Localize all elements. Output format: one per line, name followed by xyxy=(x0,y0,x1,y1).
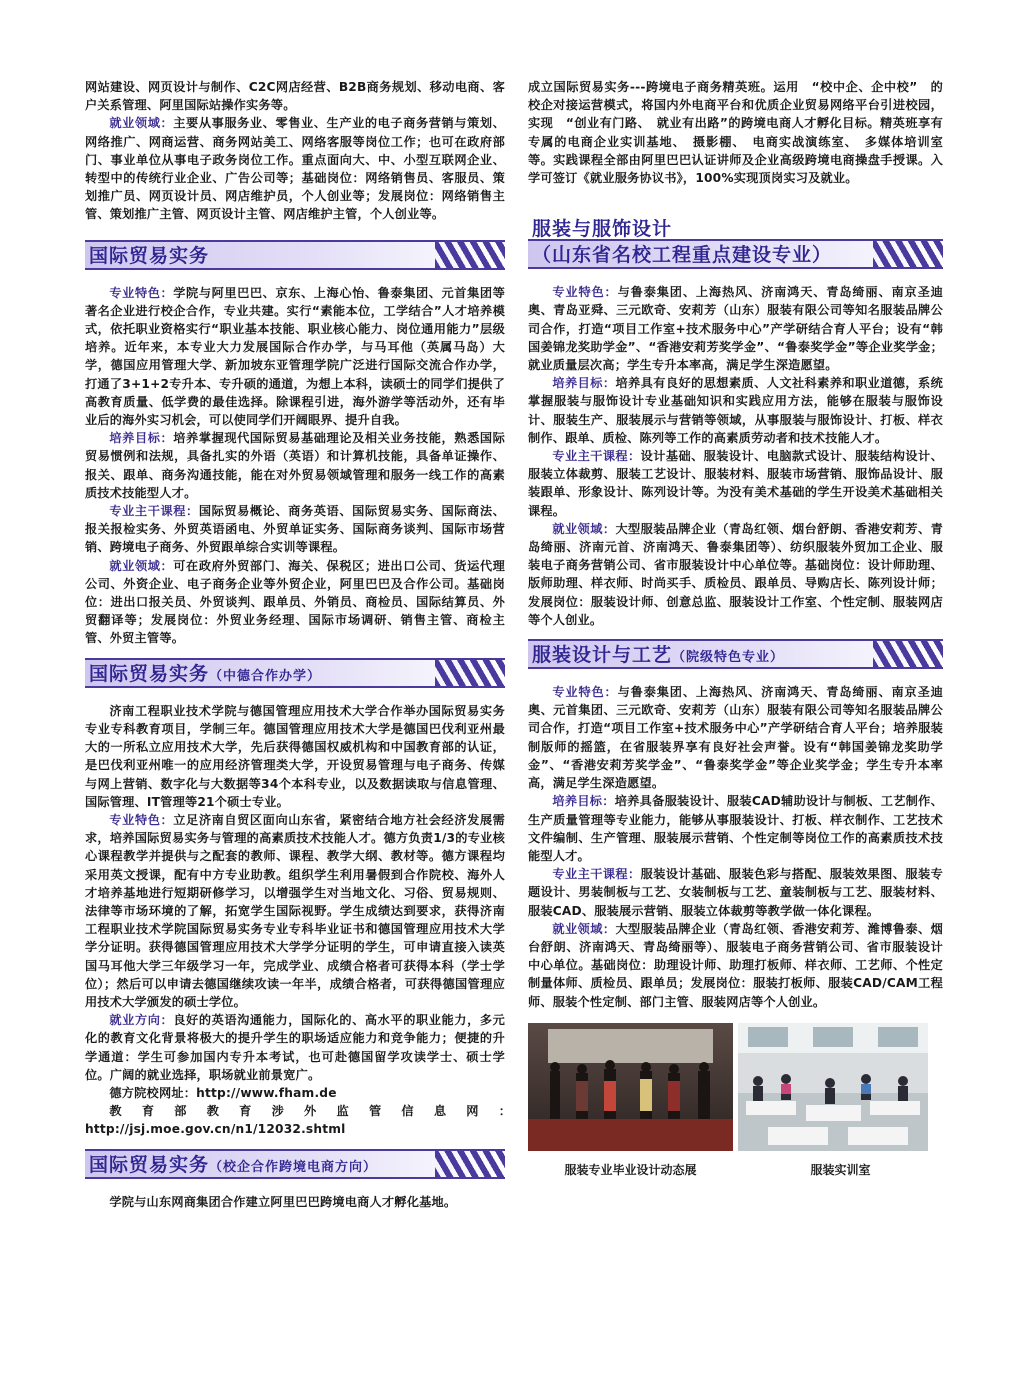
section-banner-trade xyxy=(85,240,505,274)
section-banner-trade-ecommerce xyxy=(85,1149,505,1183)
photo-caption-training: 服装实训室 xyxy=(810,1162,871,1177)
right-intro-para-0: 成立国际贸易实务---跨境电子商务精英班。运用 “校中企、企中校” 的校企对接运营模式，将国内外电商平台和优质企业贸易网络平台引进校园，实现 “创业有门路、 就业有出路”的跨境电商人才孵化目标。精英班享有专属的电商企业实训基地、 摄影棚、 电商实战演练室、 多媒体培训室等。实践课程全部由阿里巴巴认证讲师及企业高级跨境电商操盘手授课。入学可签订《就业服务协议书》，100%实现顶岗实习及就业。 xyxy=(528,80,943,186)
section-title-trade: 国际贸易实务 xyxy=(89,244,210,267)
trade-para-2: 专业主干课程：国际贸易概论、商务英语、国际贸易实务、国际商法、报关报检实务、外贸英语函电、外贸单证实务、国际商务谈判、国际市场营销、跨境电子商务、外贸跟单综合实训等课程。 xyxy=(85,504,505,555)
section-banner-apparel-design xyxy=(528,213,943,273)
section-body-apparel-design xyxy=(528,283,943,629)
section-title-trade-ecommerce: 国际贸易实务（校企合作跨境电商方向） xyxy=(89,1153,378,1176)
section-body-apparel-craft xyxy=(528,683,943,1011)
left-intro xyxy=(85,78,505,224)
section-subtitle-apparel-design: （山东省名校工程重点建设专业） xyxy=(532,244,833,267)
sg-para-0: 济南工程职业技术学院与德国管理应用技术大学合作举办国际贸易实务专业专科教育项目，学制三年。德国管理应用技术大学是德国巴伐利亚州最大的一所私立应用技术大学，先后获得德国权威机构和中国教育部的认证，是巴伐利亚州唯一的应用经济管理类大学，开设贸易管理与电子商务、传媒与网上营销、数字化与大数据等34个本科专业，以及数据读取与信息管理、国际管理、IT管理等21个硕士专业。 xyxy=(85,703,505,809)
ac-para-3: 就业领域：大型服装品牌企业（青岛红领、香港安莉芳、潍博鲁泰、烟台舒朗、济南鸿天、青岛绮丽等）、服装电子商务营销公司、省市服装设计中心单位。基础岗位：助理设计师、助理打板师、样衣师、工艺师、个性定制量体师、质检员、跟单员；发展岗位：服装打板师、服装CAD/CAM工程师、服装个性定制、部门主管、服装网店等个人创业。 xyxy=(528,921,944,1009)
photo-block-runway xyxy=(528,1023,733,1178)
ac-para-2: 专业主干课程：服装设计基础、服装色彩与搭配、服装效果图、服装专题设计、男装制板与工艺、女装制板与工艺、童装制板与工艺、服装材料、服装CAD、服装展示营销、服装立体裁剪等教学做一体化课程。 xyxy=(528,867,943,918)
trade-para-3: 就业领域：可在政府外贸部门、海关、保税区；进出口公司、货运代理公司、外资企业、电子商务企业等外贸企业，阿里巴巴及合作公司。基础岗位：进出口报关员、外贸谈判、跟单员、外销员、商检员、国际结算员、外贸翻译等；发展岗位：外贸业务经理、国际市场调研、销售主管、商检主管、外贸主管等。 xyxy=(85,558,506,646)
right-column xyxy=(528,78,943,1178)
left-intro-para-1: 就业领域：主要从事服务业、零售业、生产业的电子商务营销与策划、网络推广、网商运营、商务网站美工、网络客服等岗位工作；也可在政府部门、事业单位从事电子政务岗位工作。重点面向大、中、小型互联网企业、转型中的传统行业企业、广告公司等；基础岗位：网络销售员、客服员、策划推广员、网页设计员、网店维护员，个人创业等；发展岗位：网络销售主管、策划推广主管、网页设计主管、网店维护主管，个人创业等。 xyxy=(85,116,506,222)
section-title-apparel-craft: 服装设计与工艺（院级特色专业） xyxy=(532,644,785,667)
training-room-photo xyxy=(738,1023,943,1151)
trade-para-0: 专业特色：学院与阿里巴巴、京东、上海心怡、鲁泰集团、元首集团等著名企业进行校企合作，专业共建。实行“素能本位，工学结合”人才培养模式，依托职业资格实行“职业基本技能、职业核心能力、岗位通用能力”层级培养。近年来，本专业大力发展国际合作办学，与马耳他（英属马岛）大学，德国应用管理大学、新加坡东亚管理学院广泛进行国际交流合作办学，打通了3+1+2专升本、专升硕的通道，为想上本科，读硕士的同学们提供了高教育质量、低学费的最佳选择。除课程引进，海外游学等活动外，还有毕业后的海外实习机会，可以使同学们开阔眼界、提升自我。 xyxy=(85,285,506,428)
left-intro-para-0: 网站建设、网页设计与制作、C2C网店经营、B2B商务规划、移动电商、客户关系管理、阿里国际站操作实务等。 xyxy=(85,80,505,113)
ad-para-1: 培养目标：培养具有良好的思想素质、人文社科素养和职业道德，系统掌握服装与服饰设计专业基础知识和实践应用方法，能够在服装与服饰设计、服装生产、服装展示与营销等领域，从事服装与服饰设计、打板、样衣制作、跟单、质检、陈列等工作的高素质劳动者和技术技能人才。 xyxy=(528,376,944,445)
ec-para-0: 学院与山东网商集团合作建立阿里巴巴跨境电商人才孵化基地。 xyxy=(109,1194,457,1209)
section-banner-apparel-craft xyxy=(528,639,943,673)
ad-para-3: 就业领域：大型服装品牌企业（青岛红领、烟台舒朗、香港安莉芳、青岛绮丽、济南元首、济南鸿天、鲁泰集团等）、纺织服装外贸加工企业、服装电子商务营销公司、省市服装设计中心单位等。基础岗位：设计师助理、版师助理、样衣师、时尚买手、质检员、跟单员、导购店长、陈列设计师；发展岗位：服装设计师、创意总监、服装设计工作室、个性定制、服装网店等个人创业。 xyxy=(528,521,944,627)
ac-para-0: 专业特色：与鲁泰集团、上海热风、济南鸿天、青岛绮丽、南京圣迪奥、元首集团、三元欧奇、安莉芳（山东）服装有限公司等知名服装品牌公司合作，打造“项目工作室+技术服务中心”产学研结合育人平台；培养服装制版师的摇篮，在省服装界享有良好社会声誉。设有“韩国姜锦龙奖助学金”、“香港安莉芳奖学金”、“鲁泰奖学金”等企业奖学金；学生专升本率高，满足学生深造愿望。 xyxy=(528,685,944,791)
ac-para-1: 培养目标：培养具备服装设计、服装CAD辅助设计与制板、工艺制作、生产质量管理等专业能力，能够从事服装设计、打板、样衣制作、工艺技术文件编制、生产管理、服装展示营销、个性定制等岗位工作的高素质技术技能型人才。 xyxy=(528,794,943,863)
photo-caption-runway: 服装专业毕业设计动态展 xyxy=(564,1162,697,1177)
section-title-trade-sino-german: 国际贸易实务（中德合作办学） xyxy=(89,662,322,685)
section-body-trade-sino-german xyxy=(85,702,518,1139)
section-title-apparel-design: 服装与服饰设计 xyxy=(532,218,673,241)
left-column xyxy=(85,78,518,1211)
sg-para-1: 专业特色：立足济南自贸区面向山东省，紧密结合地方社会经济发展需求，培养国际贸易实务与管理的高素质技术技能人才。德方负责1/3的专业核心课程教学并提供与之配套的教师、课程、教学大纲、教材等。德方课程均采用英文授课，配有中方专业助教。组织学生利用暑假到合作院校、海外人才培养基地进行短期研修学习，以增强学生对当地文化、习俗、贸易规则、法律等市场环境的了解，拓宽学生国际视野。学生成绩达到要求，获得济南工程职业技术学院国际贸易实务专业专科毕业证书和德国管理应用技术大学学分证明。获得德国管理应用技术大学学分证明的学生，可申请直接入读英国马耳他大学三年级学习一年，完成学业、成绩合格者可获得本科（学士学位）；然后可以申请去德国继续攻读一年半，成绩合格者，可获得德国管理应用技术大学颁发的硕士学位。 xyxy=(85,812,506,1009)
sg-para-2: 就业方向：良好的英语沟通能力，国际化的、高水平的职业能力，多元化的教育文化背景将极大的提升学生的职场适应能力和竞争能力；便捷的升学通道：学生可参加国内专升本考试，也可赴德国留学攻读学士、硕士学位。广阔的就业选择，职场就业前景宽广。 xyxy=(85,1013,506,1082)
sg-moe-website: 教育部教育涉外监管信息网： http://jsj.moe.gov.cn/n1/12032.shtml xyxy=(85,1104,518,1137)
ad-para-2: 专业主干课程：设计基础、服装设计、电脑款式设计、服装结构设计、服装立体裁剪、服装工艺设计、服装材料、服装市场营销、服饰品设计、服装跟单、形象设计、陈列设计等。为没有美术基础的学生开设美术基础相关课程。 xyxy=(528,449,943,518)
section-banner-trade-sino-german xyxy=(85,658,505,692)
runway-show-photo xyxy=(528,1023,733,1151)
ad-para-0: 专业特色：与鲁泰集团、上海热风、济南鸿天、青岛绮丽、南京圣迪奥、青岛亚舜、三元欧奇、安莉芳（山东）服装有限公司等知名服装品牌公司合作，打造“项目工作室+技术服务中心”产学研结合育人平台；设有“韩国姜锦龙奖助学金”、“香港安莉芳奖学金”、“鲁泰奖学金”等企业奖学金；就业质量层次高；学生专升本率高，满足学生深造愿望。 xyxy=(528,285,944,373)
section-body-trade xyxy=(85,284,505,648)
right-intro xyxy=(528,78,943,187)
sg-website: 德方院校网址：http://www.fham.de xyxy=(109,1085,337,1100)
photo-block-training xyxy=(738,1023,943,1178)
section-body-trade-ecommerce xyxy=(85,1193,505,1211)
photo-row xyxy=(528,1023,943,1178)
trade-para-1: 培养目标：培养掌握现代国际贸易基础理论及相关业务技能，熟悉国际贸易惯例和法规，具备扎实的外语（英语）和计算机技能，具备单证操作、报关、跟单、商务沟通技能，能在对外贸易领域管理和服务一线工作的高素质技术技能型人才。 xyxy=(85,431,506,500)
